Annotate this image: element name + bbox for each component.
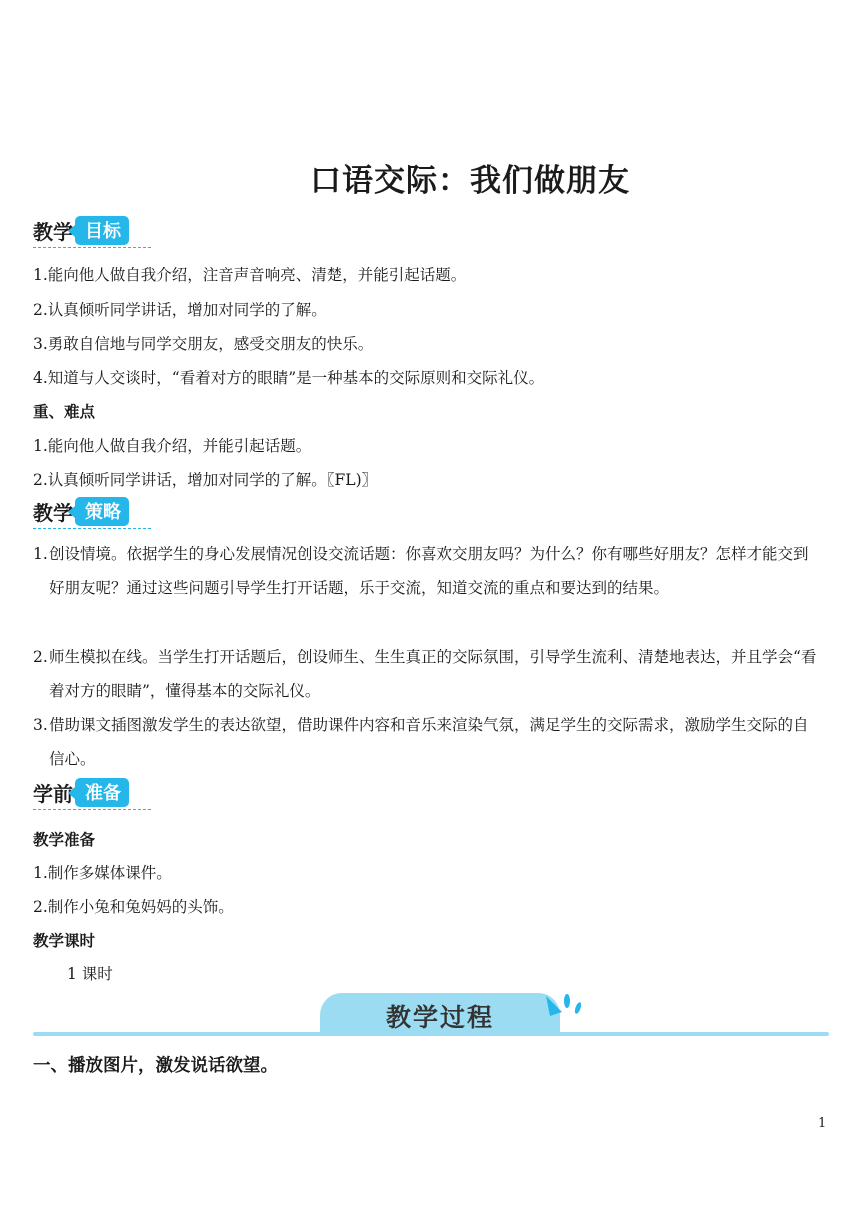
page-title: 口语交际：我们做朋友 bbox=[310, 163, 630, 199]
section-divider bbox=[33, 809, 151, 810]
objective-item: 4.知道与人交谈时，“看着对方的眼睛”是一种基本的交际原则和交际礼仪。 bbox=[33, 369, 545, 387]
prep-item: 2.制作小兔和兔妈妈的头饰。 bbox=[33, 898, 234, 916]
process-banner-title: 教学过程 bbox=[385, 1003, 494, 1032]
section-header-strategy bbox=[33, 497, 129, 531]
section-header-pill: 准备 bbox=[75, 778, 129, 807]
hours-subheading: 教学课时 bbox=[33, 932, 96, 950]
section-header-pill: 目标 bbox=[75, 216, 129, 245]
section-header-black-text: 教学 bbox=[33, 501, 73, 525]
strategy-item: 1. 创设情境。依据学生的身心发展情况创设交流话题：你喜欢交朋友吗？为什么？你有哪些好朋友？怎样才能交到好朋友呢？通过这些问题引导学生打开话题，乐于交流，知道交流的重点和要达到的结果。 bbox=[33, 545, 809, 597]
section-header-black-text: 学前 bbox=[33, 782, 73, 806]
objective-item: 1.能向他人做自我介绍，注音声音响亮、清楚，并能引起话题。 bbox=[33, 266, 467, 284]
key-point-item: 1.能向他人做自我介绍，并能引起话题。 bbox=[33, 437, 312, 455]
process-banner bbox=[33, 990, 829, 1042]
section-divider bbox=[33, 528, 151, 529]
section-header-objectives bbox=[33, 216, 129, 250]
objective-item: 2.认真倾听同学讲话，增加对同学的了解。 bbox=[33, 301, 327, 319]
strategy-item: 2. 师生模拟在线。当学生打开话题后，创设师生、生生真正的交际氛围，引导学生流利、清楚地表达，并且学会“看着对方的眼睛”，懂得基本的交际礼仪。 bbox=[33, 648, 817, 700]
objective-item: 3.勇敢自信地与同学交朋友，感受交朋友的快乐。 bbox=[33, 335, 374, 353]
section-header-preparation bbox=[33, 778, 129, 812]
strategy-item: 3. 借助课文插图激发学生的表达欲望，借助课件内容和音乐来渲染气氛，满足学生的交际需求，激励学生交际的自信心。 bbox=[33, 716, 809, 768]
prep-item: 1.制作多媒体课件。 bbox=[33, 864, 172, 882]
key-point-item: 2.认真倾听同学讲话，增加对同学的了解。〖FL)〗 bbox=[33, 471, 378, 489]
page-number: 1 bbox=[818, 1116, 827, 1131]
key-points-heading: 重、难点 bbox=[33, 403, 96, 421]
prep-subheading: 教学准备 bbox=[33, 831, 96, 849]
step-heading: 一、播放图片，激发说话欲望。 bbox=[33, 1056, 278, 1076]
section-header-pill: 策略 bbox=[75, 497, 129, 526]
section-header-black-text: 教学 bbox=[33, 220, 73, 244]
section-divider bbox=[33, 247, 151, 248]
hours-value: 1 课时 bbox=[67, 965, 113, 983]
